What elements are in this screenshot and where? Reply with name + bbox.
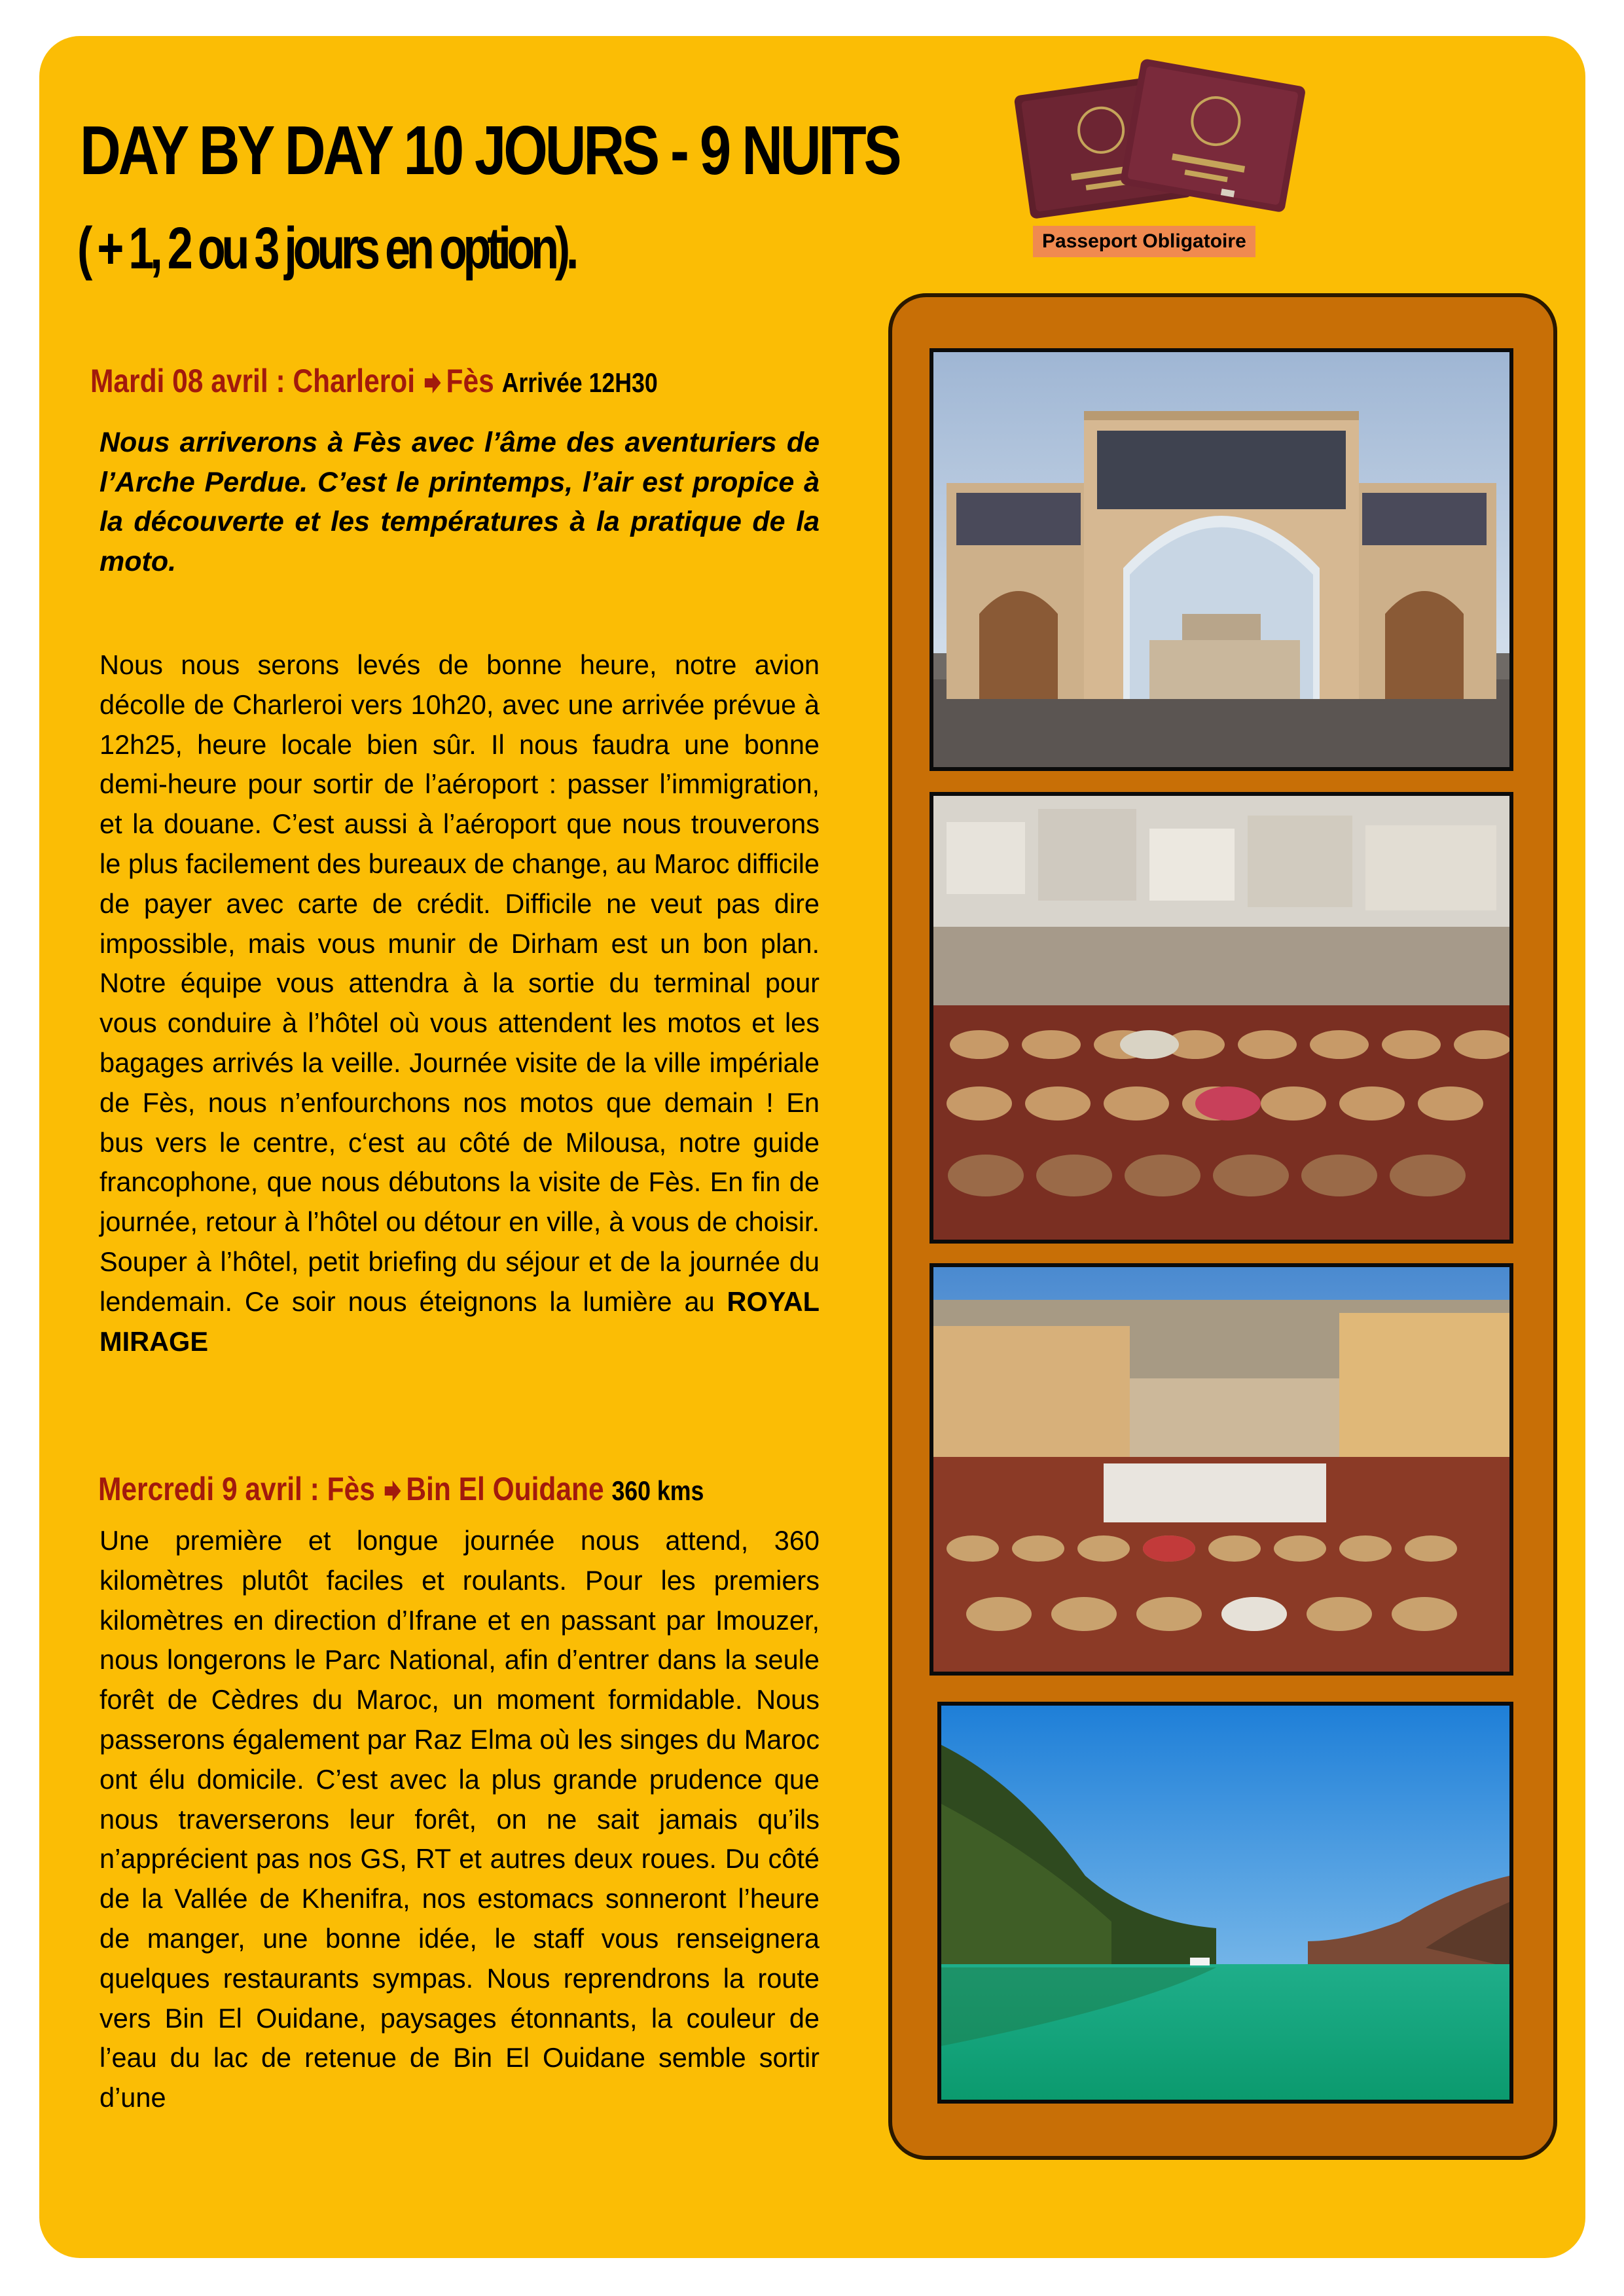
- page-subtitle: ( + 1, 2 ou 3 jours en option).: [77, 216, 575, 281]
- day-1-body-text: Nous nous serons levés de bonne heure, notre avion décolle de Charleroi vers 10h20, avec une arrivée prévue à 12h25, heure locale bien sûr. Il nous faudra une bonne demi-heure pour sortir de l’aéroport : passer l’immigration, et la douane. C’est aussi à l’aéroport que nous trouverons le plus facilement des bureaux de change, au Maroc difficile de payer avec carte de crédit. Difficile ne veut pas dire impossible, mais vous munir de Dirham est un bon plan. Notre équipe vous attendra à la sortie du terminal pour vous conduire à l’hôtel où vous attendent les motos et les bagages arrivés la veille. Journée visite de la ville impériale de Fès, nous n’enfourchons nos motos que demain ! En bus vers le centre, c‘est au côté de Milousa, notre guide francophone, que nous débutons la visite de Fès. En fin de journée, retour à l’hôtel ou détour en ville, à vous de choisir. Souper à l’hôtel, petit briefing du séjour et de la journée du lendemain. Ce soir nous éteignons la lumière au: [99, 649, 820, 1317]
- hotel-name: ROYAL MIRAGE: [99, 1285, 820, 1357]
- day-1-body-paragraph: [99, 645, 820, 1361]
- tannery-photo: [929, 792, 1513, 1244]
- day-1-route-from: Mardi 08 avril : Charleroi: [90, 363, 416, 399]
- tannery-panorama-photo: [929, 1263, 1513, 1676]
- day-1-heading: [90, 361, 658, 403]
- day-1-lead-paragraph: Nous arriverons à Fès avec l’âme des aventuriers de l’Arche Perdue. C’est le printemps, l’air est propice à la découverte et les températures à la pratique de la moto.: [99, 427, 820, 577]
- page-title: DAY BY DAY 10 JOURS - 9 NUITS: [80, 112, 899, 189]
- day-2-heading: [98, 1469, 704, 1511]
- day-2-route-from: Mercredi 9 avril : Fès: [98, 1471, 375, 1507]
- day-1-route-to: Fès: [446, 363, 494, 399]
- passport-icon: [1005, 59, 1312, 219]
- day-2-distance-note: 360 kms: [611, 1475, 704, 1506]
- arrow-right-icon: [384, 1479, 401, 1503]
- lake-photo: [937, 1702, 1513, 2104]
- fes-gate-photo: [929, 348, 1513, 771]
- day-2-route-to: Bin El Ouidane: [406, 1471, 604, 1507]
- day-1-arrival-note: Arrivée 12H30: [501, 367, 658, 398]
- day-2-body-paragraph: Une première et longue journée nous attend, 360 kilomètres plutôt faciles et roulants. Pour les premiers kilomètres en direction d’Ifrane et en passant par Imouzer, nous longerons le Parc National, afin d’entrer dans la seule forêt de Cèdres du Maroc, un moment formidable. Nous passerons également par Raz Elma où les singes du Maroc ont élu domicile. C’est avec la plus grande prudence que nous traverserons leur forêt, on ne sait jamais qu’ils n’apprécient pas nos GS, RT et autres deux roues. Du côté de la Vallée de Khenifra, nos estomacs sonneront l’heure de manger, une bonne idée, le staff vous renseignera quelques restaurants sympas. Nous reprendrons la route vers Bin El Ouidane, paysages étonnants, la couleur de l’eau du lac de retenue de Bin El Ouidane semble sortir d’une: [99, 1525, 820, 2113]
- arrow-right-icon: [424, 371, 442, 395]
- passport-label: Passeport Obligatoire: [1033, 226, 1255, 257]
